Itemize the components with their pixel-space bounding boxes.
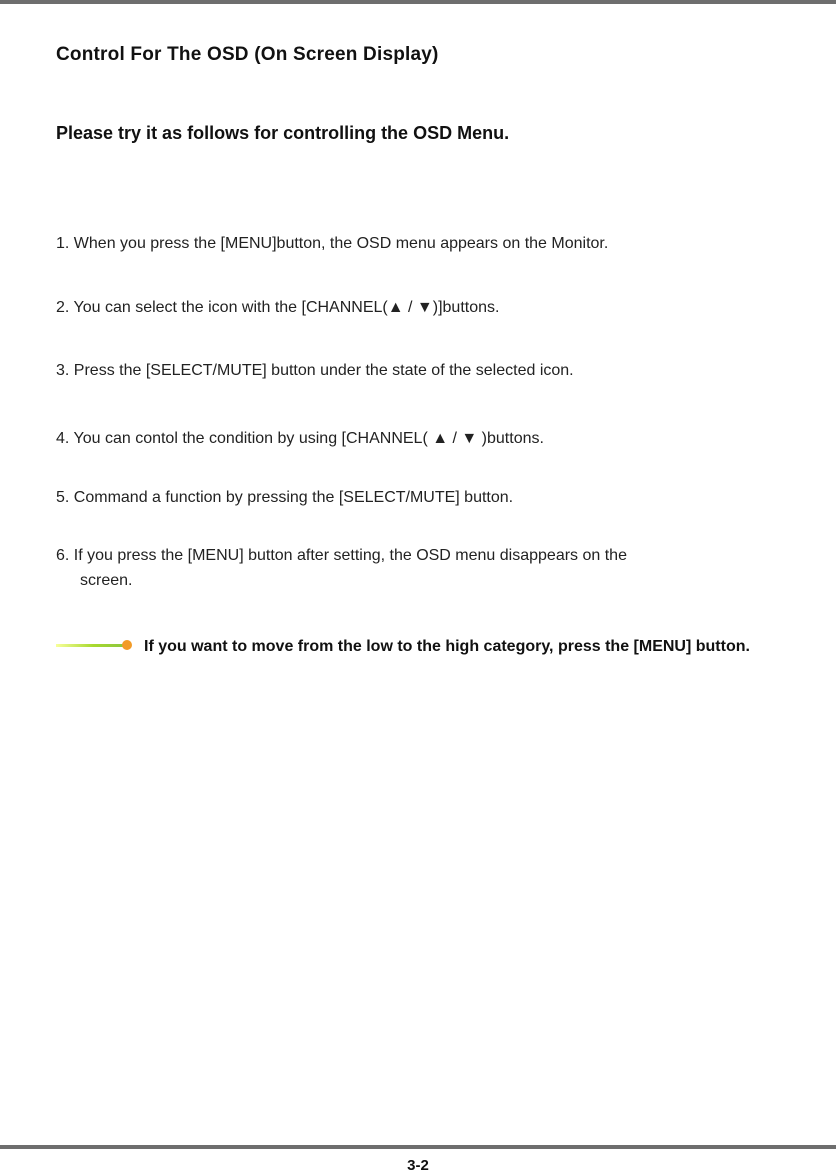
step-text: You can contol the condition by using [CHANNEL( ▲ / ▼ )buttons.: [73, 430, 544, 447]
step-number: 2.: [56, 299, 70, 316]
step-number: 5.: [56, 489, 70, 506]
step-number: 4.: [56, 430, 70, 447]
step-text: Command a function by pressing the [SELECT/MUTE] button.: [73, 489, 514, 506]
step-text: When you press the [MENU]button, the OSD menu appears on the Monitor.: [73, 235, 609, 252]
step-6: [56, 543, 816, 593]
step-5: [56, 485, 513, 510]
step-1: [56, 231, 608, 256]
step-text: If you press the [MENU] button after setting, the OSD menu disappears on the: [73, 547, 627, 564]
step-number: 6.: [56, 547, 70, 564]
note-bullet-icon: [122, 640, 132, 650]
step-4: [56, 426, 544, 451]
page-subtitle: Please try it as follows for controlling the OSD Menu.: [56, 123, 510, 143]
step-number: 1.: [56, 235, 70, 252]
step-text: Press the [SELECT/MUTE] button under the state of the selected icon.: [73, 362, 574, 379]
step-text-continued: screen.: [80, 572, 133, 589]
step-number: 3.: [56, 362, 70, 379]
note-text: If you want to move from the low to the high category, press the [MENU] button.: [144, 638, 750, 655]
step-text: You can select the icon with the [CHANNEL(▲ / ▼)]buttons.: [73, 299, 500, 316]
page-title: Control For The OSD (On Screen Display): [56, 44, 439, 65]
step-2: [56, 295, 499, 320]
page-number: 3-2: [407, 1157, 429, 1174]
step-3: [56, 358, 574, 383]
bottom-rule: [0, 1145, 836, 1149]
top-rule: [0, 0, 836, 4]
note-connector-line: [56, 644, 124, 647]
